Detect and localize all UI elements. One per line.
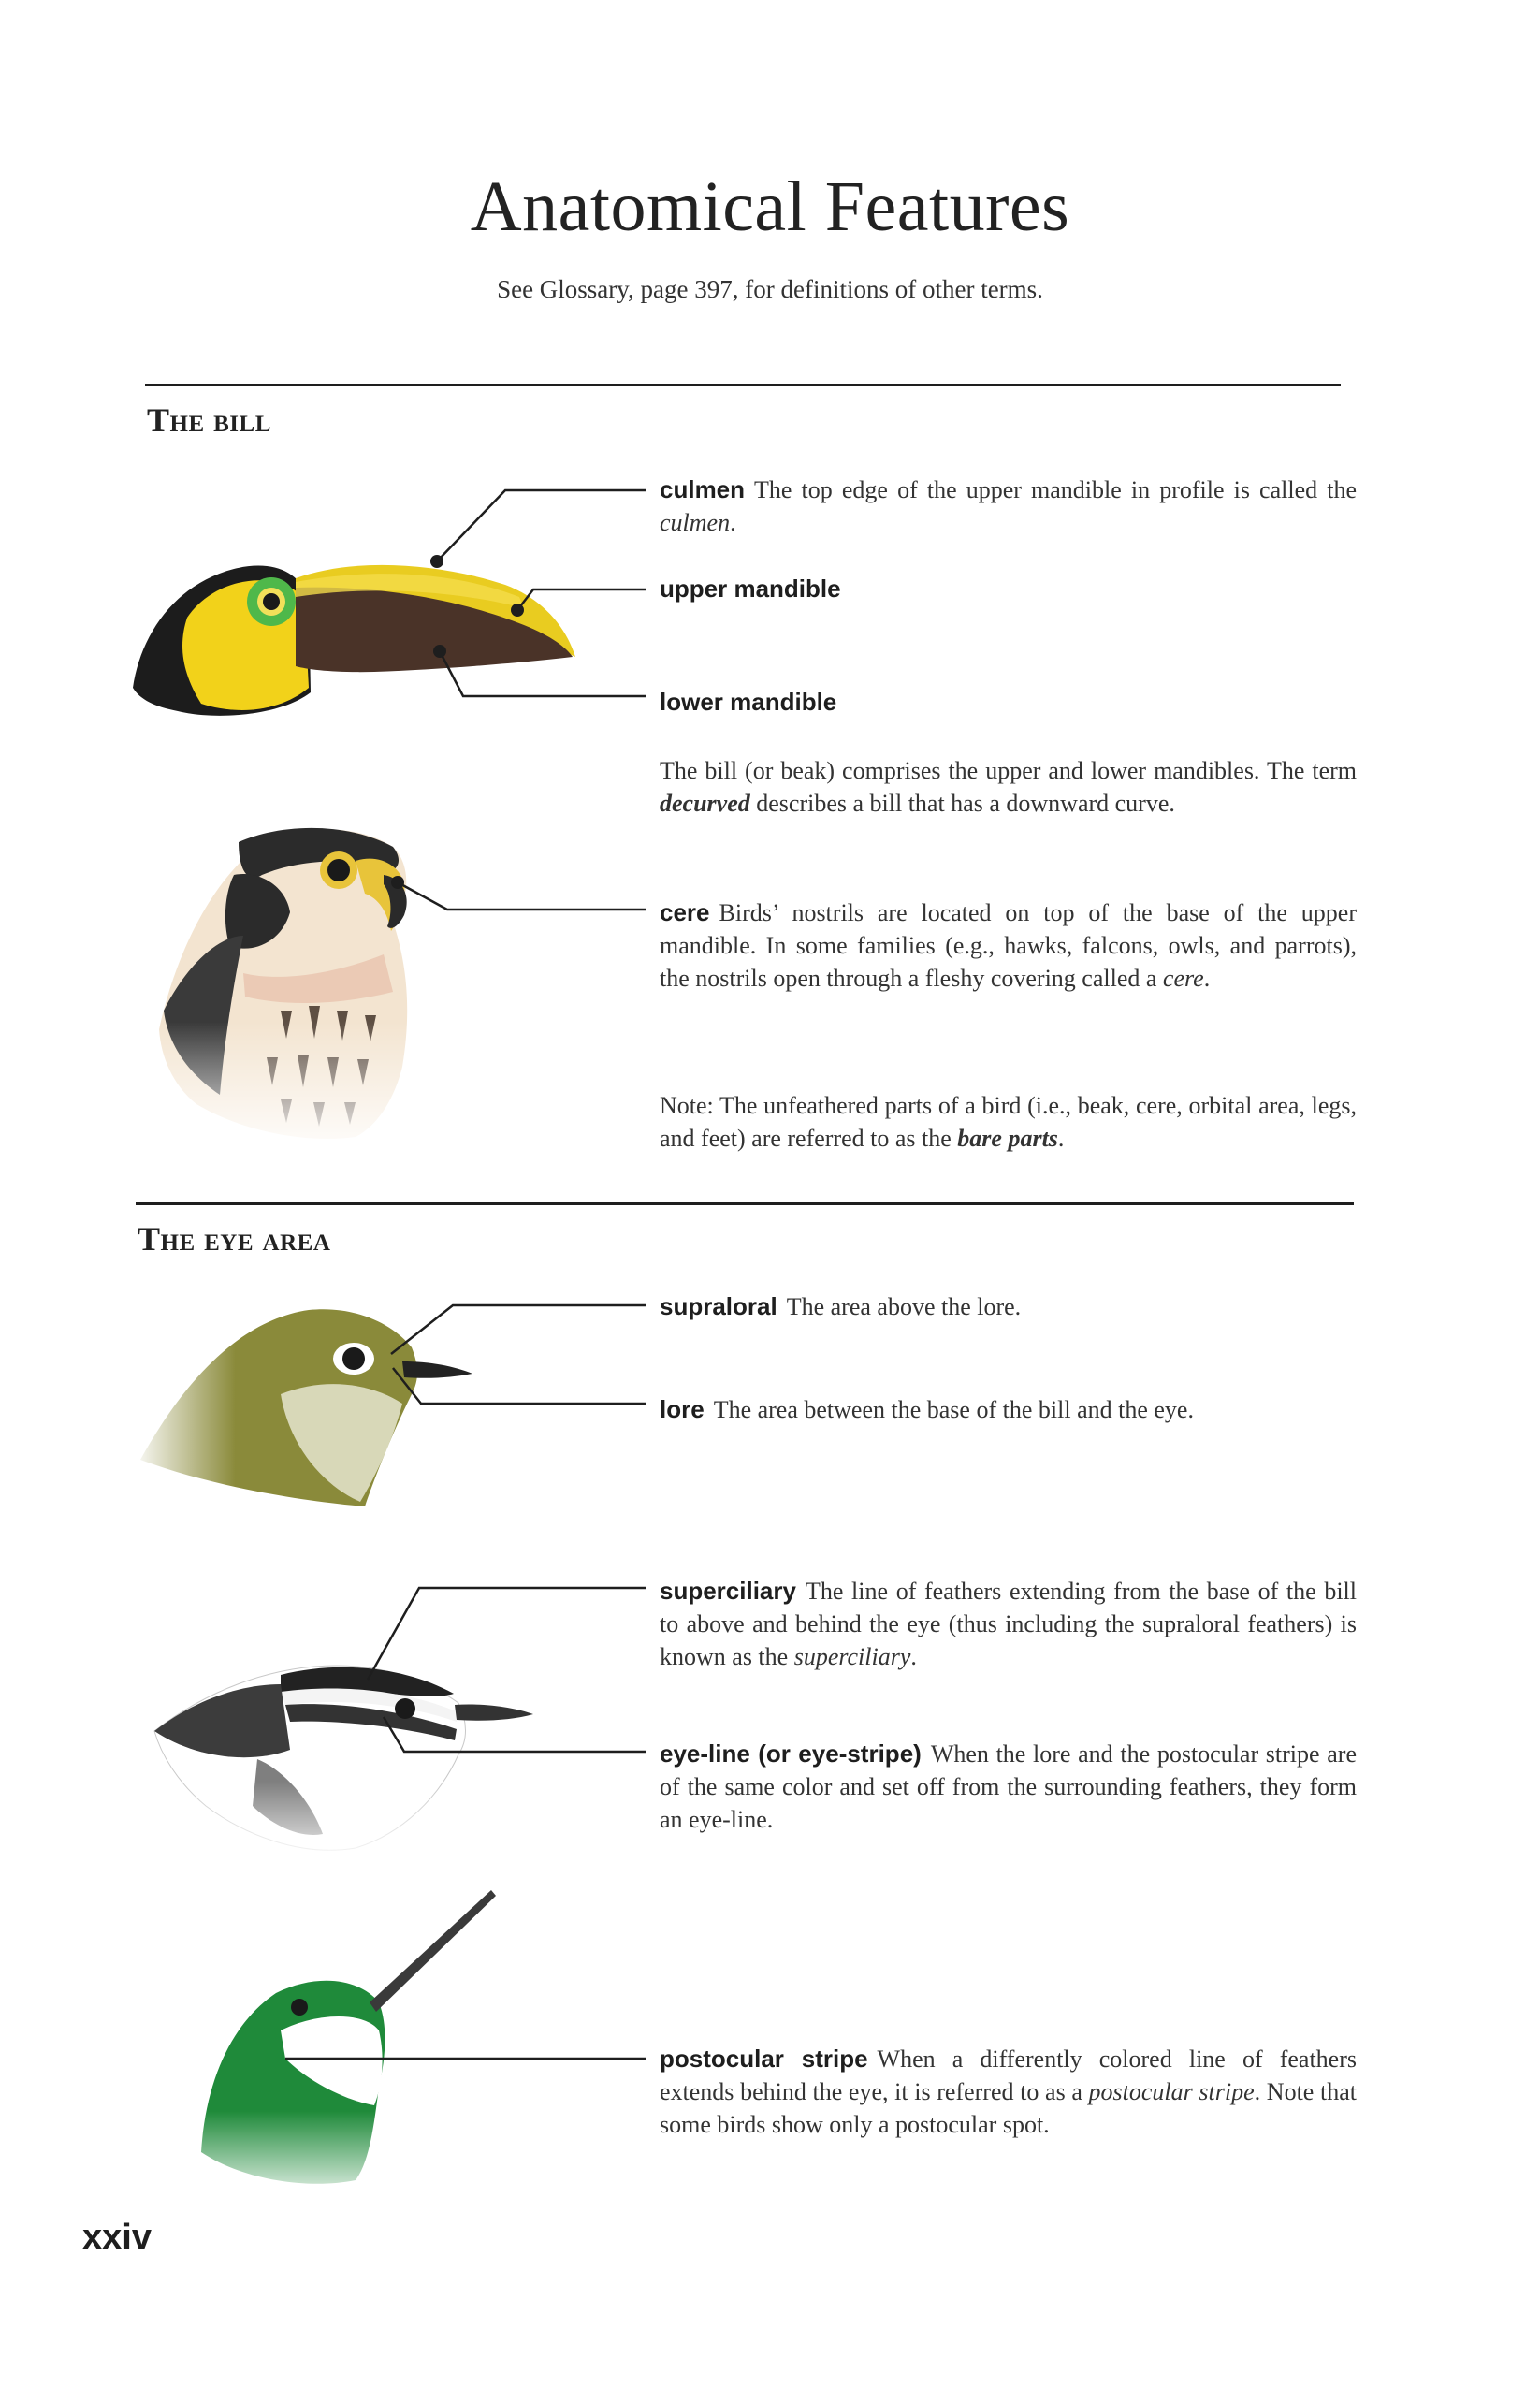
term-postocular-stripe: postocular stripe bbox=[660, 2045, 868, 2073]
entry-bare-parts-note: Note: The unfeathered parts of a bird (i.e., beak, cere, orbital area, legs, and feet) are referred to as the bare parts. bbox=[660, 1092, 1357, 1152]
hummingbird-illustration bbox=[187, 1890, 496, 2208]
term-lore: lore bbox=[660, 1395, 705, 1423]
entry-lore: lore The area between the base of the bill and the eye. bbox=[660, 1395, 1194, 1423]
term-supraloral: supraloral bbox=[660, 1292, 777, 1320]
term-culmen: culmen bbox=[660, 475, 746, 503]
entry-bill-description: The bill (or beak) comprises the upper and lower mandibles. The term decurved describes a bill that has a downward curve. bbox=[660, 757, 1357, 817]
page-subtitle: See Glossary, page 397, for definitions of other terms. bbox=[497, 275, 1043, 303]
wren-illustration bbox=[140, 1647, 533, 1871]
entry-cere: cere Birds’ nostrils are located on top of the base of the upper mandible. In some families (e.g., hawks, falcons, owls, and parrots), the nostrils open through a fleshy covering called a cere. bbox=[660, 898, 1357, 992]
toucan-illustration bbox=[133, 565, 575, 716]
vireo-illustration bbox=[131, 1291, 472, 1525]
entry-supraloral: supraloral The area above the lore. bbox=[660, 1292, 1022, 1320]
entry-lower-mandible bbox=[660, 686, 1357, 719]
falcon-illustration bbox=[140, 814, 440, 1160]
term-cere: cere bbox=[660, 898, 710, 926]
term-superciliary: superciliary bbox=[660, 1577, 796, 1605]
page-title: Anatomical Features bbox=[470, 167, 1070, 246]
entry-upper-mandible bbox=[660, 573, 1357, 605]
entry-culmen: culmen The top edge of the upper mandible in profile is called the culmen. bbox=[660, 475, 1357, 536]
entry-eye-line: eye-line (or eye-stripe) When the lore and the postocular stripe are of the same color and set off from the surrounding feathers, they form an eye-line. bbox=[660, 1739, 1357, 1833]
term-upper-mandible: upper mandible bbox=[660, 575, 841, 603]
term-eye-line: eye-line (or eye-stripe) bbox=[660, 1739, 922, 1768]
section-heading-eye: The eye area bbox=[138, 1220, 331, 1258]
term-lower-mandible: lower mandible bbox=[660, 688, 837, 716]
section-heading-bill: The bill bbox=[147, 401, 271, 439]
entry-superciliary: superciliary The line of feathers extending from the base of the bill to above and behind the eye (thus including the supraloral feathers) is known as the superciliary. bbox=[660, 1577, 1357, 1670]
entry-postocular-stripe: postocular stripe When a differently colored line of feathers extends behind the eye, it is referred to as a postocular stripe. Note that some birds show only a postocular spot. bbox=[660, 2045, 1357, 2138]
page-number: xxiv bbox=[82, 2218, 152, 2257]
